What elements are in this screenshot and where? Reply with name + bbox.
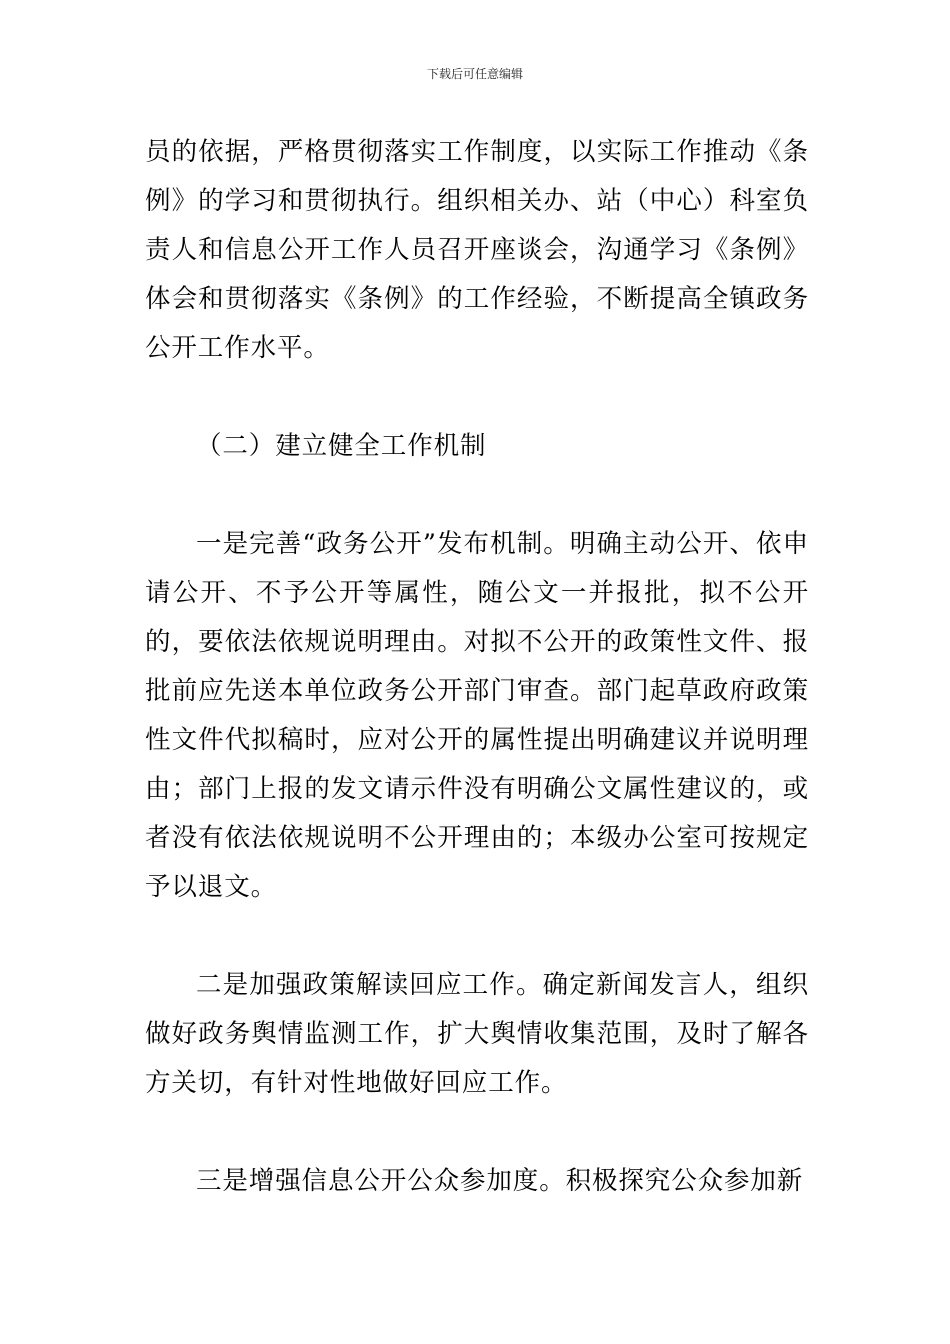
paragraph-publish-mechanism: 一是完善“政务公开”发布机制。明确主动公开、依申请公开、不予公开等属性，随公文一并报批，拟不公开的，要依法依规说明理由。对拟不公开的政策性文件、报批前应先送本单位政务公开部门审查。部门起草政府政策性文件代拟稿时，应对公开的属性提出明确建议并说明理由；部门上报的发文请示件没有明确公文属性建议的，或者没有依法依规说明不公开理由的；本级办公室可按规定予以退文。	[145, 529, 809, 902]
document-body	[145, 128, 809, 1206]
section-heading: （二）建立健全工作机制	[196, 431, 487, 461]
paragraph-gap	[145, 373, 809, 422]
paragraph-public-participation: 三是增强信息公开公众参加度。积极探究公众参加新	[196, 1166, 804, 1196]
page-header-note: 下载后可任意编辑	[426, 67, 523, 81]
paragraph-gap	[145, 912, 809, 961]
paragraph-gap	[145, 1108, 809, 1157]
paragraph-gap	[145, 471, 809, 520]
paragraph-policy-interpretation: 二是加强政策解读回应工作。确定新闻发言人，组织做好政务舆情监测工作，扩大舆情收集范围，及时了解各方关切，有针对性地做好回应工作。	[145, 970, 809, 1098]
paragraph-continuation: 员的依据，严格贯彻落实工作制度，以实际工作推动《条例》的学习和贯彻执行。组织相关办、站（中心）科室负责人和信息公开工作人员召开座谈会，沟通学习《条例》体会和贯彻落实《条例》的工作经验，不断提高全镇政务公开工作水平。	[145, 137, 809, 363]
